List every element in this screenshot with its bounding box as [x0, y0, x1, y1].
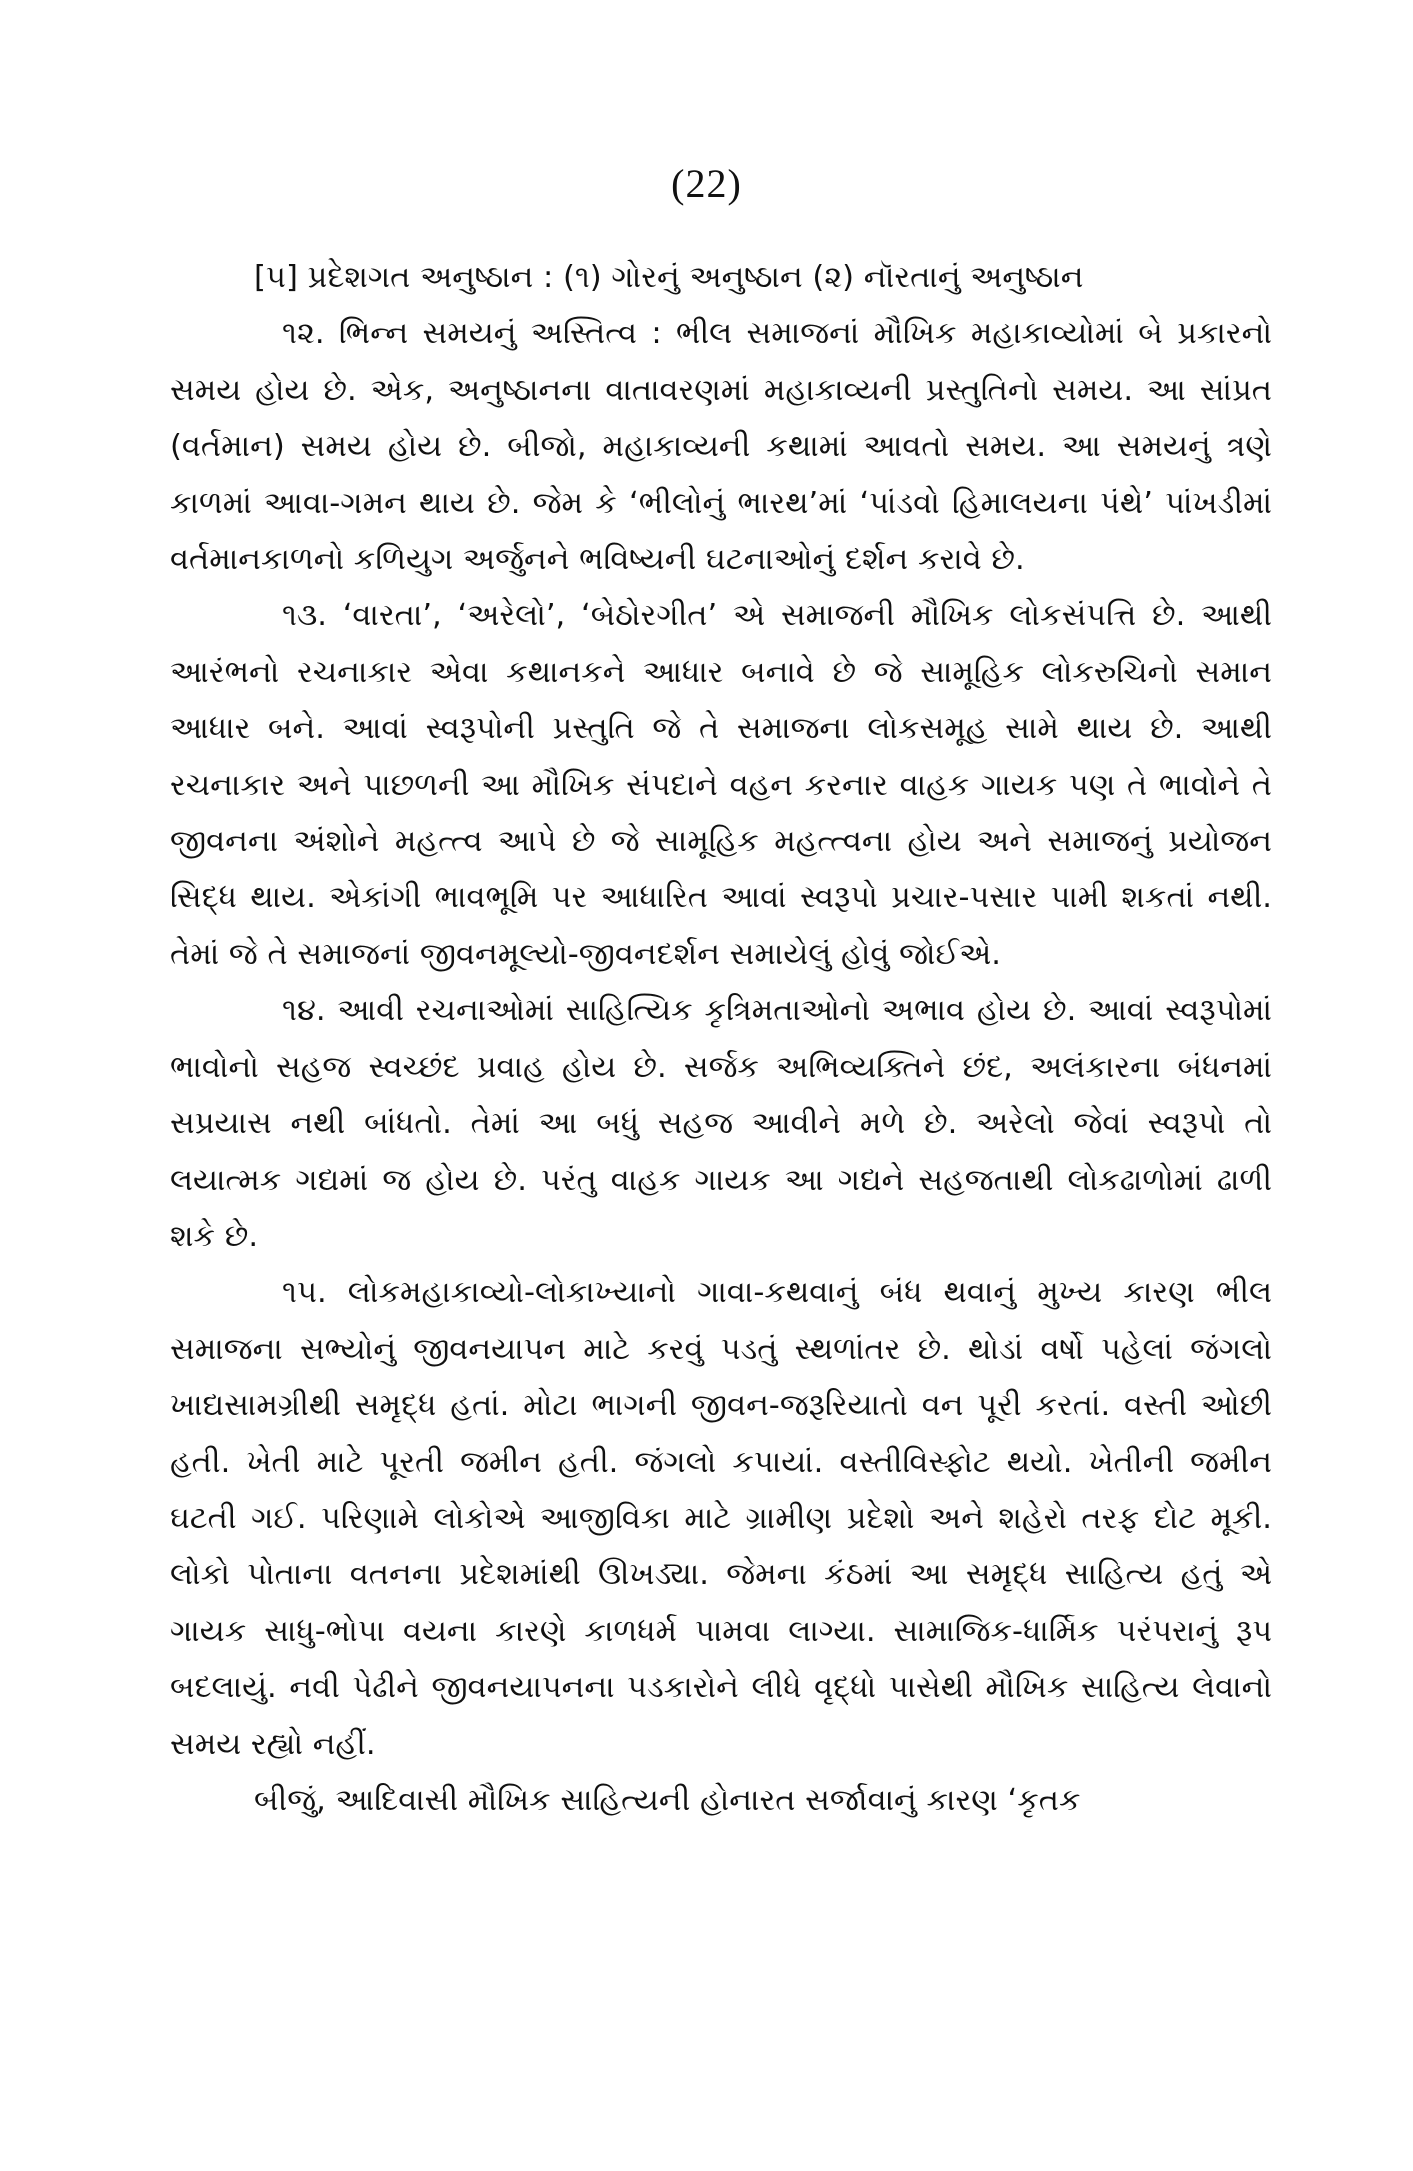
paragraph-14: ૧૪. આવી રચનાઓમાં સાહિત્યિક કૃત્રિમતાઓનો અભાવ હોય છે. આવાં સ્વરૂપોમાં ભાવોનો સહજ સ્વચ્છંદ પ્રવાહ હોય છે. સર્જક અભિવ્યક્તિને છંદ, અલંકારના બંધનમાં સપ્રયાસ નથી બાંધતો. તેમાં આ બધું સહજ આવીને મળે છે. અરેલો જેવાં સ્વરૂપો તો લયાત્મક ગદ્યમાં જ હોય છે. પરંતુ વાહક ગાયક આ ગદ્યને સહજતાથી લોકઢાળોમાં ઢાળી શકે છે. [170, 993, 1272, 1254]
paragraph-12: ૧૨. ભિન્ન સમયનું અસ્તિત્વ : ભીલ સમાજનાં મૌખિક મહાકાવ્યોમાં બે પ્રકારનો સમય હોય છે. એક, અનુષ્ઠાનના વાતાવરણમાં મહાકાવ્યની પ્રસ્તુતિનો સમય. આ સાંપ્રત (વર્તમાન) સમય હોય છે. બીજો, મહાકાવ્યની કથામાં આવતો સમય. આ સમયનું ત્રણે કાળમાં આવા-ગમન થાય છે. જેમ કે ‘ભીલોનું ભારથ’માં ‘પાંડવો હિમાલયના પંથે’ પાંખડીમાં વર્તમાનકાળનો કળિયુગ અર્જુનને ભવિષ્યની ઘટનાઓનું દર્શન કરાવે છે. [170, 316, 1272, 578]
paragraph-continuation: બીજું, આદિવાસી મૌખિક સાહિત્યની હોનારત સર્જાવાનું કારણ ‘કૃતક [254, 1782, 1081, 1818]
section-heading: [૫] પ્રદેશગત અનુષ્ઠાન : (૧) ગોરનું અનુષ્ઠાન (૨) નૉરતાનું અનુષ્ઠાન [254, 260, 1084, 295]
body-text [170, 250, 1272, 1829]
paragraph-13: ૧૩. ‘વારતા’, ‘અરેલો’, ‘બેઠોરગીત’ એ સમાજની મૌખિક લોકસંપત્તિ છે. આથી આરંભનો રચનાકાર એવા કથાનકને આધાર બનાવે છે જે સામૂહિક લોકરુચિનો સમાન આધાર બને. આવાં સ્વરૂપોની પ્રસ્તુતિ જે તે સમાજના લોકસમૂહ સામે થાય છે. આથી રચનાકાર અને પાછળની આ મૌખિક સંપદાને વહન કરનાર વાહક ગાયક પણ તે ભાવોને તે જીવનના અંશોને મહત્ત્વ આપે છે જે સામૂહિક મહત્ત્વના હોય અને સમાજનું પ્રયોજન સિદ્ધ થાય. એકાંગી ભાવભૂમિ પર આધારિત આવાં સ્વરૂપો પ્રચાર-પસાર પામી શકતાં નથી. તેમાં જે તે સમાજનાં જીવનમૂલ્યો-જીવનદર્શન સમાયેલું હોવું જોઈએ. [170, 598, 1272, 972]
paragraph-15: ૧૫. લોકમહાકાવ્યો-લોકાખ્યાનો ગાવા-કથવાનું બંધ થવાનું મુખ્ય કારણ ભીલ સમાજના સભ્યોનું જીવનયાપન માટે કરવું પડતું સ્થળાંતર છે. થોડાં વર્ષો પહેલાં જંગલો ખાદ્યસામગ્રીથી સમૃદ્ધ હતાં. મોટા ભાગની જીવન-જરૂરિયાતો વન પૂરી કરતાં. વસ્તી ઓછી હતી. ખેતી માટે પૂરતી જમીન હતી. જંગલો કપાયાં. વસ્તીવિસ્ફોટ થયો. ખેતીની જમીન ઘટતી ગઈ. પરિણામે લોકોએ આજીવિકા માટે ગ્રામીણ પ્રદેશો અને શહેરો તરફ દોટ મૂકી. લોકો પોતાના વતનના પ્રદેશમાંથી ઊખડ્યા. જેમના કંઠમાં આ સમૃદ્ધ સાહિત્ય હતું એ ગાયક સાધુ-ભોપા વયના કારણે કાળધર્મ પામવા લાગ્યા. સામાજિક-ધાર્મિક પરંપરાનું રૂપ બદલાયું. નવી પેઢીને જીવનયાપનના પડકારોને લીધે વૃદ્ધો પાસેથી મૌખિક સાહિત્ય લેવાનો સમય રહ્યો નહીં. [170, 1275, 1272, 1762]
page-number: (22) [671, 161, 742, 206]
